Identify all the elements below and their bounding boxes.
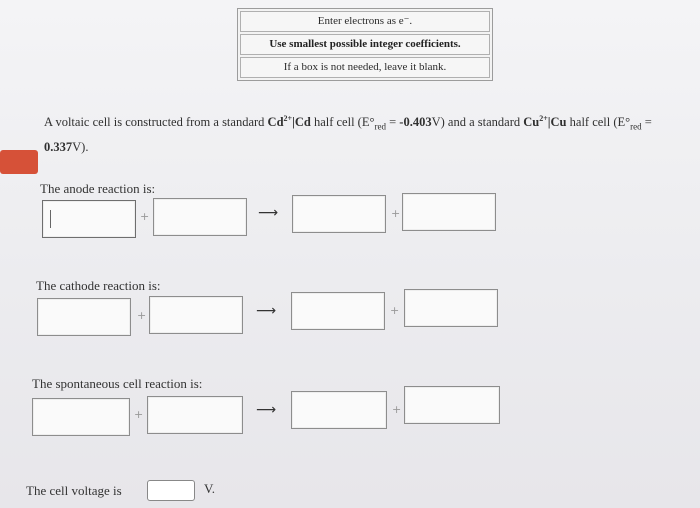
cathode-label: The cathode reaction is: xyxy=(36,278,161,293)
attempt-tab[interactable] xyxy=(0,150,38,174)
text-caret xyxy=(50,210,51,228)
cathode-arrow-icon: ⟶ xyxy=(256,303,277,319)
cathode-reactant-2-input[interactable] xyxy=(149,296,243,334)
cell-plus-2: + xyxy=(392,403,402,416)
anode-reactant-1-input[interactable] xyxy=(42,200,136,238)
instruction-electrons: Enter electrons as e⁻. xyxy=(240,11,490,32)
voltage-unit: V. xyxy=(204,481,215,496)
cell-reactant-1-input[interactable] xyxy=(32,398,130,436)
instruction-blank: If a box is not needed, leave it blank. xyxy=(240,57,490,78)
anode-reactant-2-input[interactable] xyxy=(153,198,247,236)
anode-arrow-icon: ⟶ xyxy=(258,205,279,221)
cell-plus-1: + xyxy=(134,408,144,421)
cathode-plus-2: + xyxy=(390,304,400,317)
instructions-box xyxy=(237,8,493,81)
cell-product-1-input[interactable] xyxy=(291,391,387,429)
anode-plus-2: + xyxy=(391,207,401,220)
cathode-product-1-input[interactable] xyxy=(291,292,385,330)
anode-product-2-input[interactable] xyxy=(402,193,496,231)
cell-reactant-2-input[interactable] xyxy=(147,396,243,434)
instruction-coefficients: Use smallest possible integer coefficients. xyxy=(240,34,490,55)
anode-plus-1: + xyxy=(140,210,150,223)
cell-product-2-input[interactable] xyxy=(404,386,500,424)
cathode-plus-1: + xyxy=(137,309,147,322)
cell-reaction-label: The spontaneous cell reaction is: xyxy=(32,376,203,391)
cell-arrow-icon: ⟶ xyxy=(256,402,277,418)
cell-voltage-label: The cell voltage is xyxy=(26,483,122,498)
problem-statement: A voltaic cell is constructed from a standard $Cd^{2+}|Cd$ half cell $(E^\circ_{red} = -0.403V)$ and a standard $Cu^{2+}|Cu$ half cell $(E^\circ_{red} = 0.337V)$. xyxy=(44,114,652,154)
cathode-reactant-1-input[interactable] xyxy=(37,298,131,336)
cathode-product-2-input[interactable] xyxy=(404,289,498,327)
cell-voltage-input[interactable] xyxy=(147,480,195,501)
anode-label: The anode reaction is: xyxy=(40,181,156,196)
anode-product-1-input[interactable] xyxy=(292,195,386,233)
